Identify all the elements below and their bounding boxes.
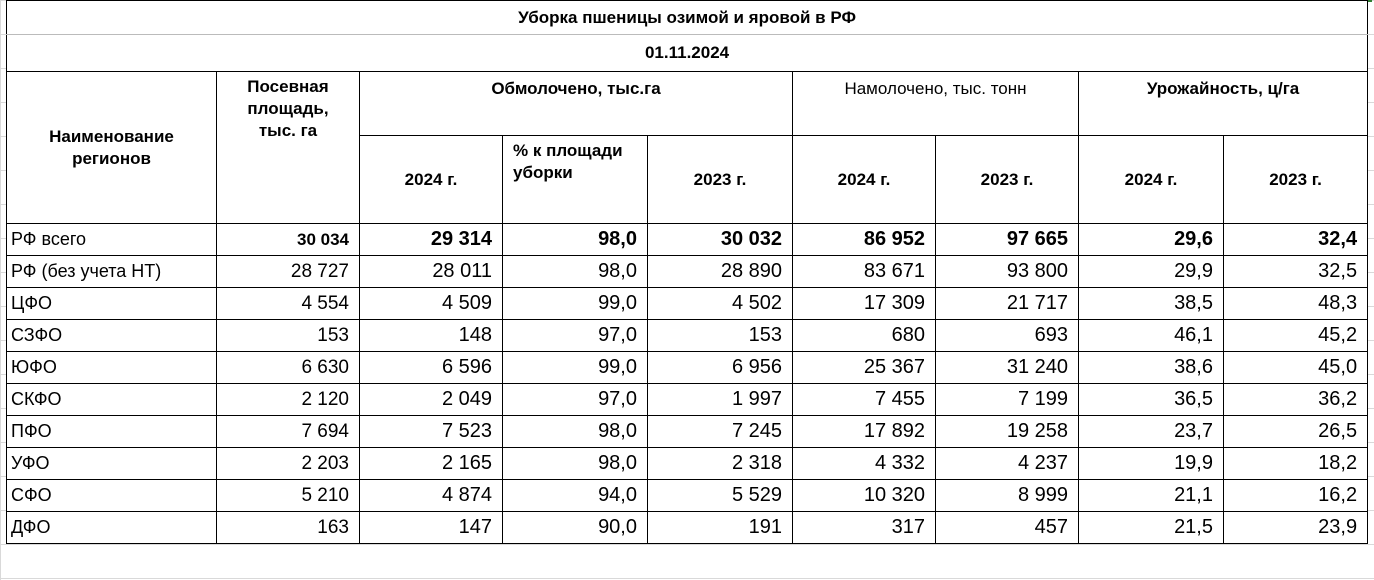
cell-yield-2023[interactable]: 23,9 (1224, 512, 1368, 544)
cell-threshed-pct[interactable]: 97,0 (503, 320, 648, 352)
cell-yield-2024[interactable]: 46,1 (1079, 320, 1224, 352)
header-yield-2024[interactable]: 2024 г. (1079, 136, 1224, 224)
cell-sown[interactable]: 30 034 (217, 224, 360, 256)
cell-region[interactable]: СЗФО (7, 320, 217, 352)
cell-yield-2024[interactable]: 38,5 (1079, 288, 1224, 320)
table-row (7, 320, 1368, 352)
cell-yield-2023[interactable]: 36,2 (1224, 384, 1368, 416)
table-row (7, 448, 1368, 480)
cell-sown[interactable]: 28 727 (217, 256, 360, 288)
cell-threshed-2023[interactable]: 28 890 (648, 256, 793, 288)
header-yield-2023[interactable]: 2023 г. (1224, 136, 1368, 224)
header-region[interactable]: Наименование регионов (7, 72, 217, 224)
table-row (7, 480, 1368, 512)
cell-region[interactable]: СФО (7, 480, 217, 512)
cell-yield-2023[interactable]: 45,0 (1224, 352, 1368, 384)
header-threshed-2023[interactable]: 2023 г. (648, 136, 793, 224)
cell-sown[interactable]: 6 630 (217, 352, 360, 384)
cell-harvested-2024[interactable]: 317 (793, 512, 936, 544)
cell-yield-2024[interactable]: 23,7 (1079, 416, 1224, 448)
cell-harvested-2024[interactable]: 86 952 (793, 224, 936, 256)
cell-yield-2024[interactable]: 38,6 (1079, 352, 1224, 384)
table-title[interactable]: Уборка пшеницы озимой и яровой в РФ (7, 1, 1368, 35)
cell-threshed-pct[interactable]: 97,0 (503, 384, 648, 416)
cell-harvested-2023[interactable]: 8 999 (936, 480, 1079, 512)
cell-yield-2023[interactable]: 45,2 (1224, 320, 1368, 352)
cell-region[interactable]: РФ всего (7, 224, 217, 256)
header-threshed[interactable]: Обмолочено, тыс.га (360, 72, 793, 136)
cell-threshed-2023[interactable]: 7 245 (648, 416, 793, 448)
cell-harvested-2023[interactable]: 19 258 (936, 416, 1079, 448)
cell-threshed-pct[interactable]: 98,0 (503, 256, 648, 288)
cell-yield-2023[interactable]: 32,5 (1224, 256, 1368, 288)
cell-threshed-pct[interactable]: 98,0 (503, 224, 648, 256)
cell-yield-2023[interactable]: 26,5 (1224, 416, 1368, 448)
cell-harvested-2024[interactable]: 680 (793, 320, 936, 352)
cell-region[interactable]: СКФО (7, 384, 217, 416)
cell-yield-2023[interactable]: 48,3 (1224, 288, 1368, 320)
cell-harvested-2024[interactable]: 17 892 (793, 416, 936, 448)
cell-sown[interactable]: 153 (217, 320, 360, 352)
cell-sown[interactable]: 5 210 (217, 480, 360, 512)
cell-threshed-2023[interactable]: 6 956 (648, 352, 793, 384)
cell-region[interactable]: РФ (без учета НТ) (7, 256, 217, 288)
cell-threshed-pct[interactable]: 94,0 (503, 480, 648, 512)
header-threshed-pct[interactable]: % к площади уборки (503, 136, 648, 224)
cell-harvested-2023[interactable]: 21 717 (936, 288, 1079, 320)
cell-threshed-2024[interactable]: 6 596 (360, 352, 503, 384)
cell-threshed-2024[interactable]: 2 049 (360, 384, 503, 416)
cell-sown[interactable]: 2 120 (217, 384, 360, 416)
cell-harvested-2024[interactable]: 83 671 (793, 256, 936, 288)
cell-harvested-2023[interactable]: 7 199 (936, 384, 1079, 416)
header-sown-area[interactable]: Посевная площадь, тыс. га (217, 72, 360, 224)
cell-threshed-2023[interactable]: 5 529 (648, 480, 793, 512)
table-row (7, 416, 1368, 448)
cell-sown[interactable]: 163 (217, 512, 360, 544)
cell-yield-2024[interactable]: 29,9 (1079, 256, 1224, 288)
cell-harvested-2023[interactable]: 31 240 (936, 352, 1079, 384)
table-row (7, 256, 1368, 288)
wheat-harvest-table (6, 0, 1368, 544)
cell-region[interactable]: ЦФО (7, 288, 217, 320)
cell-sown[interactable]: 7 694 (217, 416, 360, 448)
header-yield[interactable]: Урожайность, ц/га (1079, 72, 1368, 136)
cell-threshed-2023[interactable]: 191 (648, 512, 793, 544)
table-row (7, 512, 1368, 544)
cell-threshed-pct[interactable]: 98,0 (503, 448, 648, 480)
table-row (7, 352, 1368, 384)
cell-harvested-2023[interactable]: 4 237 (936, 448, 1079, 480)
cell-region[interactable]: ПФО (7, 416, 217, 448)
cell-yield-2024[interactable]: 19,9 (1079, 448, 1224, 480)
cell-region[interactable]: ДФО (7, 512, 217, 544)
cell-harvested-2023[interactable]: 457 (936, 512, 1079, 544)
cell-yield-2023[interactable]: 32,4 (1224, 224, 1368, 256)
cell-threshed-pct[interactable]: 99,0 (503, 288, 648, 320)
header-harvested[interactable]: Намолочено, тыс. тонн (793, 72, 1079, 136)
cell-threshed-2024[interactable]: 2 165 (360, 448, 503, 480)
cell-region[interactable]: УФО (7, 448, 217, 480)
cell-threshed-2024[interactable]: 148 (360, 320, 503, 352)
header-harvested-2023[interactable]: 2023 г. (936, 136, 1079, 224)
cell-threshed-pct[interactable]: 90,0 (503, 512, 648, 544)
cell-harvested-2023[interactable]: 693 (936, 320, 1079, 352)
cell-threshed-2024[interactable]: 29 314 (360, 224, 503, 256)
cell-yield-2024[interactable]: 36,5 (1079, 384, 1224, 416)
cell-yield-2023[interactable]: 18,2 (1224, 448, 1368, 480)
cell-threshed-2024[interactable]: 28 011 (360, 256, 503, 288)
table-row (7, 288, 1368, 320)
cell-threshed-pct[interactable]: 99,0 (503, 352, 648, 384)
cell-harvested-2023[interactable]: 93 800 (936, 256, 1079, 288)
cell-harvested-2023[interactable]: 97 665 (936, 224, 1079, 256)
cell-yield-2024[interactable]: 21,5 (1079, 512, 1224, 544)
cell-yield-2023[interactable]: 16,2 (1224, 480, 1368, 512)
cell-harvested-2024[interactable]: 25 367 (793, 352, 936, 384)
cell-threshed-2023[interactable]: 4 502 (648, 288, 793, 320)
cell-threshed-2024[interactable]: 7 523 (360, 416, 503, 448)
cell-threshed-2024[interactable]: 4 874 (360, 480, 503, 512)
cell-harvested-2024[interactable]: 10 320 (793, 480, 936, 512)
cell-harvested-2024[interactable]: 17 309 (793, 288, 936, 320)
cell-threshed-2023[interactable]: 2 318 (648, 448, 793, 480)
cell-threshed-2023[interactable]: 153 (648, 320, 793, 352)
table-row (7, 384, 1368, 416)
cell-region[interactable]: ЮФО (7, 352, 217, 384)
header-harvested-2024[interactable]: 2024 г. (793, 136, 936, 224)
cell-threshed-2023[interactable]: 30 032 (648, 224, 793, 256)
cell-threshed-2024[interactable]: 147 (360, 512, 503, 544)
cell-threshed-pct[interactable]: 98,0 (503, 416, 648, 448)
cell-yield-2024[interactable]: 29,6 (1079, 224, 1224, 256)
header-threshed-2024[interactable]: 2024 г. (360, 136, 503, 224)
cell-harvested-2024[interactable]: 4 332 (793, 448, 936, 480)
cell-sown[interactable]: 2 203 (217, 448, 360, 480)
cell-sown[interactable]: 4 554 (217, 288, 360, 320)
table-row (7, 224, 1368, 256)
cell-threshed-2023[interactable]: 1 997 (648, 384, 793, 416)
table-date[interactable]: 01.11.2024 (7, 35, 1368, 72)
cell-harvested-2024[interactable]: 7 455 (793, 384, 936, 416)
cell-yield-2024[interactable]: 21,1 (1079, 480, 1224, 512)
cell-threshed-2024[interactable]: 4 509 (360, 288, 503, 320)
